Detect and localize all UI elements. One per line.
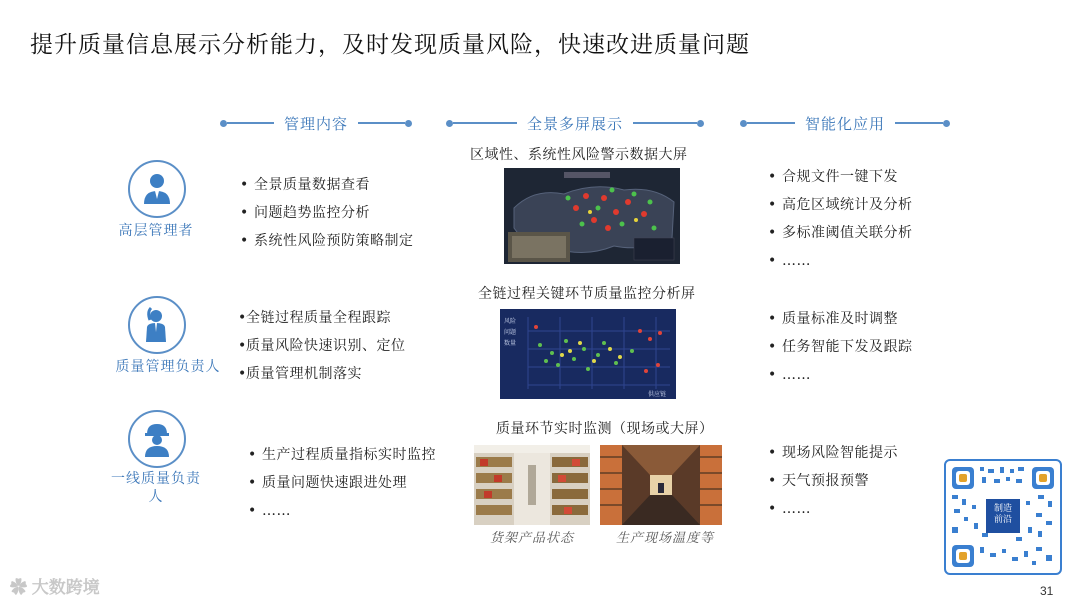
role-label-quality-manager: 质量管理负责人 [115,359,221,375]
column-header-label: 智能化应用 [805,114,886,133]
shelf-photo-image [474,445,590,525]
risk-map-screen-image [504,168,680,264]
list-item: • 任务智能下发及跟踪 [768,339,913,355]
list-item: • …… [768,367,811,383]
quality-manager-smart-app-list [768,305,913,389]
role-label-executive: 高层管理者 [118,223,194,239]
page-title: 提升质量信息展示分析能力，及时发现质量风险，快速改进质量问题 [30,32,750,58]
list-item: • 天气预报预警 [768,473,869,489]
qr-center-label [986,504,1020,526]
header-dot [446,120,453,127]
list-item: • …… [768,501,811,517]
screen1-caption: 区域性、系统性风险警示数据大屏 [470,147,688,163]
header-line [227,122,274,124]
header-line [895,122,943,124]
header-line [747,122,795,124]
quality-monitor-screen-image [500,309,676,399]
executive-smart-app-list [768,163,913,275]
role-label-line: 人 [148,489,164,505]
column-header-display [446,112,704,134]
list-item: • 质量标准及时调整 [768,311,898,327]
header-dot [943,120,950,127]
role-label-frontline [96,470,216,506]
list-item: •全链过程质量全程跟踪 [238,310,391,326]
qr-center-line: 制造 [993,504,1012,514]
page-number: 31 [1040,584,1054,598]
executive-management-list [240,171,414,255]
header-dot [697,120,704,127]
list-item: • 高危区域统计及分析 [768,197,913,213]
list-item: • 问题趋势监控分析 [240,205,370,221]
header-dot [220,120,227,127]
axis-label: 问题 [504,330,517,336]
list-item: •质量风险快速识别、定位 [238,338,406,354]
frontline-worker-icon [128,410,186,468]
list-item: • …… [248,503,291,519]
factory-photo-image [600,445,722,525]
column-header-smart [740,112,950,134]
qr-code[interactable] [944,459,1062,575]
list-item: • 生产过程质量指标实时监控 [248,447,436,463]
executive-icon [128,160,186,218]
header-line [633,122,697,124]
axis-label: 数量 [504,341,517,347]
screen2-axis-labels [504,317,516,350]
header-dot [740,120,747,127]
frontline-smart-app-list [768,439,898,523]
header-line [453,122,517,124]
list-item: • 系统性风险预防策略制定 [240,233,414,249]
screen3-caption: 质量环节实时监测（现场或大屏） [496,421,714,437]
list-item: • 现场风险智能提示 [768,445,898,461]
quality-manager-icon [128,296,186,354]
screen2-caption: 全链过程关键环节质量监控分析屏 [478,286,696,302]
header-dot [405,120,412,127]
qr-center-line: 前沿 [993,515,1012,525]
axis-label: 风险 [504,319,517,325]
column-header-management [220,112,412,134]
role-label-line: 一线质量负责 [111,471,201,487]
logo-text: 大数跨境 [31,578,100,597]
list-item: • 多标准阈值关联分析 [768,225,913,241]
list-item: • 全景质量数据查看 [240,177,370,193]
screen2-corner-label: 供应链 [648,392,667,398]
list-item: • 合规文件一键下发 [768,169,898,185]
list-item: • …… [768,253,811,269]
list-item: •质量管理机制落实 [238,366,362,382]
column-header-label: 全景多屏展示 [527,114,624,133]
header-line [358,122,405,124]
watermark-logo [10,573,100,598]
photo2-caption: 生产现场温度等 [616,531,715,546]
photo1-caption: 货架产品状态 [490,531,575,546]
quality-manager-management-list [238,304,406,388]
frontline-management-list [248,441,436,525]
list-item: • 质量问题快速跟进处理 [248,475,407,491]
logo-icon: ✿ [10,578,27,597]
column-header-label: 管理内容 [284,114,349,133]
